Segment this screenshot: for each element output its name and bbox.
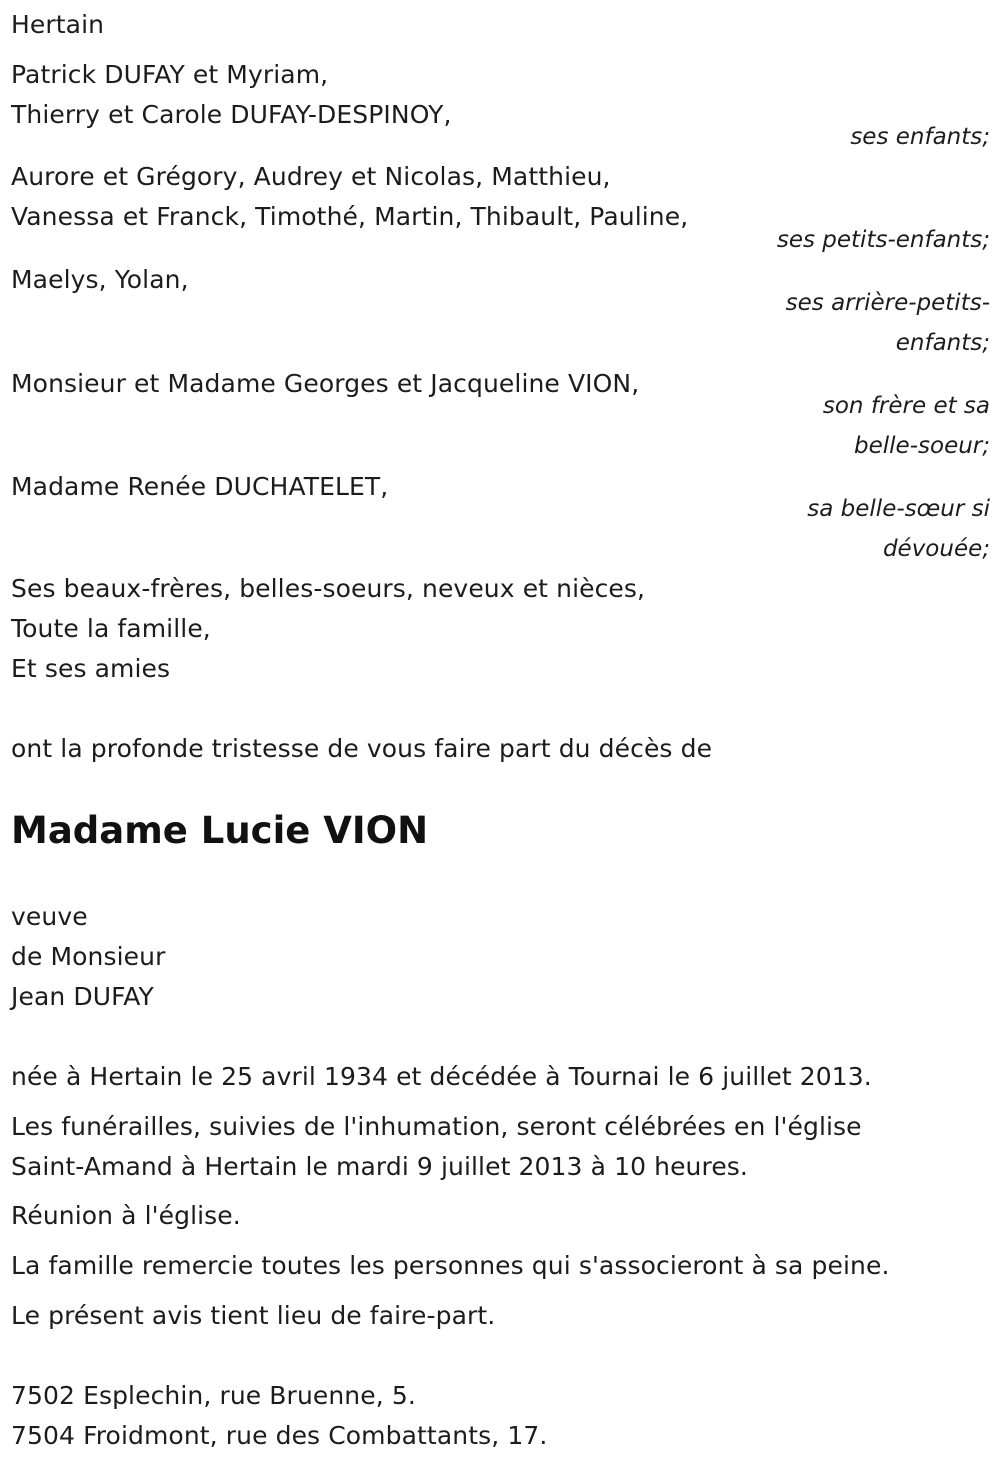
thanks-line: La famille remercie toutes les personnes qui s'associeront à sa peine. — [11, 1251, 890, 1280]
grandchildren-line-1: Aurore et Grégory, Audrey et Nicolas, Matthieu, — [11, 162, 611, 191]
children-line-2: Thierry et Carole DUFAY-DESPINOY, — [11, 100, 452, 129]
grandchildren-relation: ses petits-enfants; — [776, 227, 990, 253]
sister-in-law-relation-2: dévouée; — [882, 536, 990, 562]
grandchildren-line-2: Vanessa et Franck, Timothé, Martin, Thibault, Pauline, — [11, 202, 689, 231]
deceased-name: Madame Lucie VION — [11, 809, 429, 852]
brother-relation-1: son frère et sa — [822, 393, 990, 419]
sister-in-law-line: Madame Renée DUCHATELET, — [11, 472, 389, 501]
great-grandchildren-relation-2: enfants; — [895, 330, 990, 356]
children-line-1: Patrick DUFAY et Myriam, — [11, 60, 329, 89]
funeral-line-1: Les funérailles, suivies de l'inhumation, seront célébrées en l'église — [11, 1112, 862, 1141]
announcement-line: ont la profonde tristesse de vous faire part du décès de — [11, 734, 713, 763]
notice-line: Le présent avis tient lieu de faire-part. — [11, 1301, 496, 1330]
brother-line: Monsieur et Madame Georges et Jacqueline VION, — [11, 369, 640, 398]
brother-relation-2: belle-soeur; — [854, 433, 990, 459]
widow-line-2: de Monsieur — [11, 942, 166, 971]
village-name: Hertain — [11, 10, 105, 39]
others-line-3: Et ses amies — [11, 654, 171, 683]
great-grandchildren-line: Maelys, Yolan, — [11, 265, 189, 294]
funeral-line-2: Saint-Amand à Hertain le mardi 9 juillet 2013 à 10 heures. — [11, 1152, 748, 1181]
meeting-line: Réunion à l'église. — [11, 1201, 241, 1230]
sister-in-law-relation-1: sa belle-sœur si — [807, 496, 990, 522]
children-relation: ses enfants; — [850, 124, 990, 150]
birth-death-line: née à Hertain le 25 avril 1934 et décédée à Tournai le 6 juillet 2013. — [11, 1062, 872, 1091]
others-line-1: Ses beaux-frères, belles-soeurs, neveux et nièces, — [11, 574, 646, 603]
widow-line-3: Jean DUFAY — [11, 982, 154, 1011]
others-line-2: Toute la famille, — [11, 614, 211, 643]
address-line-2: 7504 Froidmont, rue des Combattants, 17. — [11, 1421, 548, 1450]
great-grandchildren-relation-1: ses arrière-petits- — [785, 290, 990, 316]
address-line-1: 7502 Esplechin, rue Bruenne, 5. — [11, 1381, 416, 1410]
widow-line-1: veuve — [11, 902, 88, 931]
